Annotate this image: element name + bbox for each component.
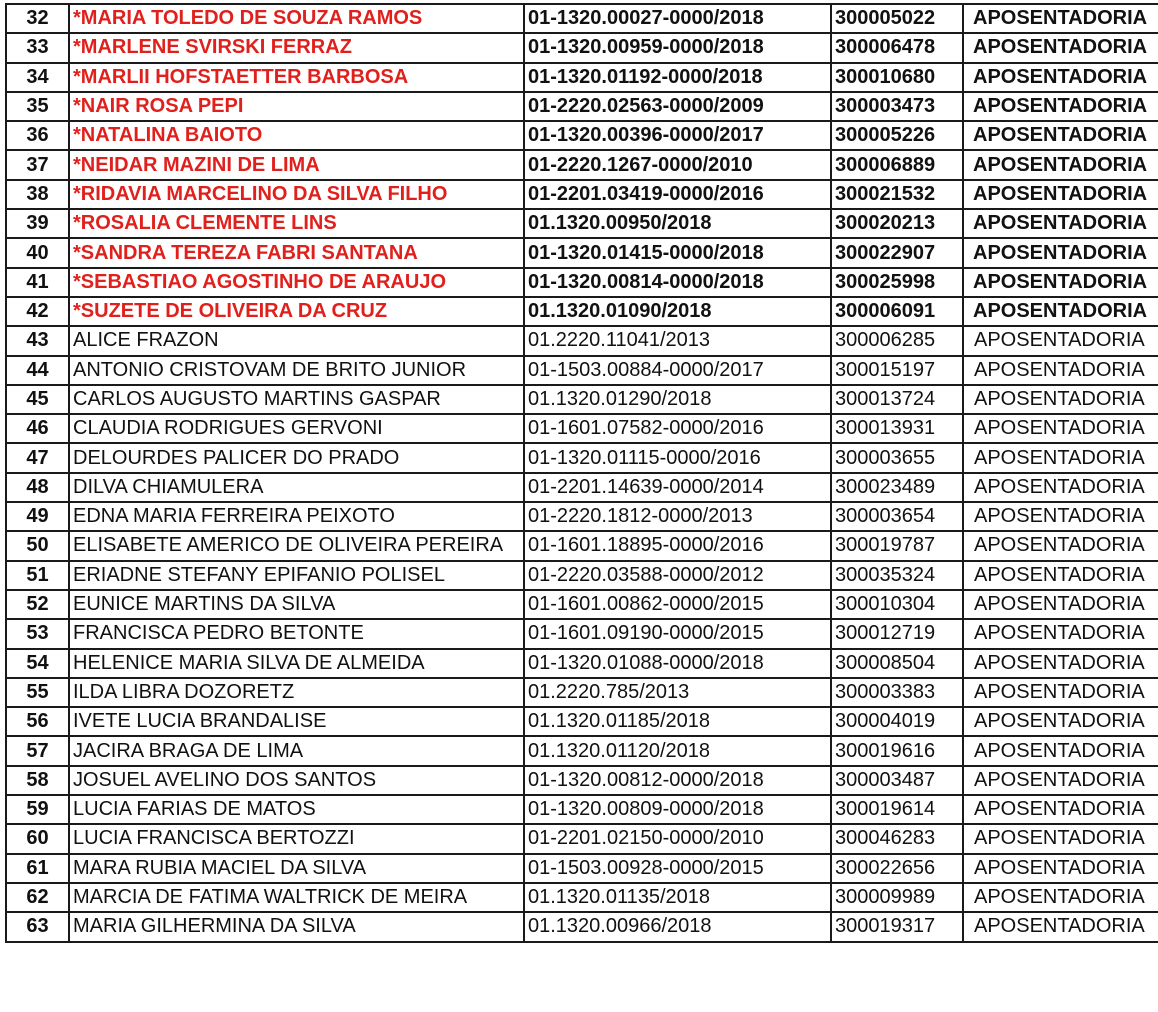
- person-name: *NAIR ROSA PEPI: [69, 92, 524, 121]
- process-number: 01-1320.00027-0000/2018: [524, 4, 831, 33]
- process-number: 01-2220.1267-0000/2010: [524, 150, 831, 179]
- registration-number: 300003487: [831, 766, 963, 795]
- record-type: APOSENTADORIA: [963, 209, 1158, 238]
- process-number: 01.1320.00966/2018: [524, 912, 831, 941]
- registration-number: 300006285: [831, 326, 963, 355]
- record-type: APOSENTADORIA: [963, 4, 1158, 33]
- registration-number: 300015197: [831, 356, 963, 385]
- table-row: [6, 678, 1158, 707]
- table-row: [6, 766, 1158, 795]
- registration-number: 300023489: [831, 473, 963, 502]
- process-number: 01-1320.01088-0000/2018: [524, 649, 831, 678]
- process-number: 01-1503.00928-0000/2015: [524, 854, 831, 883]
- row-number: 48: [6, 473, 69, 502]
- row-number: 56: [6, 707, 69, 736]
- process-number: 01.1320.01135/2018: [524, 883, 831, 912]
- registration-number: 300006889: [831, 150, 963, 179]
- person-name: ELISABETE AMERICO DE OLIVEIRA PEREIRA: [69, 531, 524, 560]
- table-row: [6, 63, 1158, 92]
- row-number: 38: [6, 180, 69, 209]
- person-name: *SUZETE DE OLIVEIRA DA CRUZ: [69, 297, 524, 326]
- table-row: [6, 326, 1158, 355]
- registration-number: 300005022: [831, 4, 963, 33]
- row-number: 60: [6, 824, 69, 853]
- row-number: 62: [6, 883, 69, 912]
- record-type: APOSENTADORIA: [963, 883, 1158, 912]
- person-name: MARCIA DE FATIMA WALTRICK DE MEIRA: [69, 883, 524, 912]
- table-row: [6, 649, 1158, 678]
- row-number: 63: [6, 912, 69, 941]
- process-number: 01-1320.00396-0000/2017: [524, 121, 831, 150]
- row-number: 44: [6, 356, 69, 385]
- row-number: 59: [6, 795, 69, 824]
- table-row: [6, 590, 1158, 619]
- record-type: APOSENTADORIA: [963, 854, 1158, 883]
- table-row: [6, 531, 1158, 560]
- registration-number: 300003655: [831, 443, 963, 472]
- row-number: 51: [6, 561, 69, 590]
- record-type: APOSENTADORIA: [963, 502, 1158, 531]
- process-number: 01.1320.01090/2018: [524, 297, 831, 326]
- record-type: APOSENTADORIA: [963, 238, 1158, 267]
- process-number: 01-2201.14639-0000/2014: [524, 473, 831, 502]
- record-type: APOSENTADORIA: [963, 824, 1158, 853]
- person-name: DELOURDES PALICER DO PRADO: [69, 443, 524, 472]
- row-number: 36: [6, 121, 69, 150]
- row-number: 58: [6, 766, 69, 795]
- registration-number: 300012719: [831, 619, 963, 648]
- row-number: 33: [6, 33, 69, 62]
- records-table-body: [6, 4, 1158, 942]
- row-number: 49: [6, 502, 69, 531]
- row-number: 42: [6, 297, 69, 326]
- record-type: APOSENTADORIA: [963, 414, 1158, 443]
- person-name: FRANCISCA PEDRO BETONTE: [69, 619, 524, 648]
- person-name: HELENICE MARIA SILVA DE ALMEIDA: [69, 649, 524, 678]
- table-row: [6, 209, 1158, 238]
- person-name: JOSUEL AVELINO DOS SANTOS: [69, 766, 524, 795]
- table-row: [6, 854, 1158, 883]
- person-name: *RIDAVIA MARCELINO DA SILVA FILHO: [69, 180, 524, 209]
- record-type: APOSENTADORIA: [963, 531, 1158, 560]
- person-name: *MARIA TOLEDO DE SOUZA RAMOS: [69, 4, 524, 33]
- table-row: [6, 795, 1158, 824]
- registration-number: 300006478: [831, 33, 963, 62]
- record-type: APOSENTADORIA: [963, 63, 1158, 92]
- table-row: [6, 707, 1158, 736]
- registration-number: 300005226: [831, 121, 963, 150]
- process-number: 01-2201.03419-0000/2016: [524, 180, 831, 209]
- table-row: [6, 912, 1158, 941]
- person-name: EUNICE MARTINS DA SILVA: [69, 590, 524, 619]
- process-number: 01-1320.00959-0000/2018: [524, 33, 831, 62]
- table-row: [6, 385, 1158, 414]
- row-number: 57: [6, 736, 69, 765]
- record-type: APOSENTADORIA: [963, 385, 1158, 414]
- registration-number: 300021532: [831, 180, 963, 209]
- record-type: APOSENTADORIA: [963, 326, 1158, 355]
- registration-number: 300025998: [831, 268, 963, 297]
- person-name: JACIRA BRAGA DE LIMA: [69, 736, 524, 765]
- person-name: ALICE FRAZON: [69, 326, 524, 355]
- table-row: [6, 356, 1158, 385]
- row-number: 37: [6, 150, 69, 179]
- process-number: 01-1601.07582-0000/2016: [524, 414, 831, 443]
- row-number: 52: [6, 590, 69, 619]
- process-number: 01-1320.01115-0000/2016: [524, 443, 831, 472]
- registration-number: 300013724: [831, 385, 963, 414]
- table-row: [6, 4, 1158, 33]
- person-name: ILDA LIBRA DOZORETZ: [69, 678, 524, 707]
- registration-number: 300022907: [831, 238, 963, 267]
- table-row: [6, 824, 1158, 853]
- process-number: 01-1503.00884-0000/2017: [524, 356, 831, 385]
- row-number: 35: [6, 92, 69, 121]
- record-type: APOSENTADORIA: [963, 766, 1158, 795]
- table-row: [6, 502, 1158, 531]
- records-table: [5, 3, 1158, 943]
- process-number: 01.2220.11041/2013: [524, 326, 831, 355]
- record-type: APOSENTADORIA: [963, 473, 1158, 502]
- person-name: ERIADNE STEFANY EPIFANIO POLISEL: [69, 561, 524, 590]
- person-name: *SANDRA TEREZA FABRI SANTANA: [69, 238, 524, 267]
- person-name: EDNA MARIA FERREIRA PEIXOTO: [69, 502, 524, 531]
- record-type: APOSENTADORIA: [963, 92, 1158, 121]
- row-number: 54: [6, 649, 69, 678]
- row-number: 47: [6, 443, 69, 472]
- record-type: APOSENTADORIA: [963, 590, 1158, 619]
- record-type: APOSENTADORIA: [963, 707, 1158, 736]
- registration-number: 300019787: [831, 531, 963, 560]
- person-name: IVETE LUCIA BRANDALISE: [69, 707, 524, 736]
- record-type: APOSENTADORIA: [963, 795, 1158, 824]
- table-row: [6, 268, 1158, 297]
- row-number: 61: [6, 854, 69, 883]
- process-number: 01-1601.09190-0000/2015: [524, 619, 831, 648]
- process-number: 01.2220.785/2013: [524, 678, 831, 707]
- process-number: 01-1320.00812-0000/2018: [524, 766, 831, 795]
- process-number: 01-2220.02563-0000/2009: [524, 92, 831, 121]
- process-number: 01-2220.03588-0000/2012: [524, 561, 831, 590]
- table-row: [6, 238, 1158, 267]
- person-name: CARLOS AUGUSTO MARTINS GASPAR: [69, 385, 524, 414]
- registration-number: 300019317: [831, 912, 963, 941]
- person-name: DILVA CHIAMULERA: [69, 473, 524, 502]
- registration-number: 300010304: [831, 590, 963, 619]
- process-number: 01.1320.00950/2018: [524, 209, 831, 238]
- table-row: [6, 180, 1158, 209]
- table-row: [6, 883, 1158, 912]
- process-number: 01.1320.01290/2018: [524, 385, 831, 414]
- row-number: 53: [6, 619, 69, 648]
- registration-number: 300010680: [831, 63, 963, 92]
- registration-number: 300003473: [831, 92, 963, 121]
- record-type: APOSENTADORIA: [963, 121, 1158, 150]
- record-type: APOSENTADORIA: [963, 678, 1158, 707]
- table-row: [6, 150, 1158, 179]
- table-row: [6, 92, 1158, 121]
- row-number: 41: [6, 268, 69, 297]
- process-number: 01-1320.01192-0000/2018: [524, 63, 831, 92]
- process-number: 01.1320.01120/2018: [524, 736, 831, 765]
- record-type: APOSENTADORIA: [963, 912, 1158, 941]
- registration-number: 300013931: [831, 414, 963, 443]
- table-row: [6, 121, 1158, 150]
- record-type: APOSENTADORIA: [963, 33, 1158, 62]
- record-type: APOSENTADORIA: [963, 297, 1158, 326]
- person-name: LUCIA FRANCISCA BERTOZZI: [69, 824, 524, 853]
- person-name: *NATALINA BAIOTO: [69, 121, 524, 150]
- person-name: *SEBASTIAO AGOSTINHO DE ARAUJO: [69, 268, 524, 297]
- person-name: *ROSALIA CLEMENTE LINS: [69, 209, 524, 238]
- registration-number: 300019614: [831, 795, 963, 824]
- table-row: [6, 297, 1158, 326]
- record-type: APOSENTADORIA: [963, 736, 1158, 765]
- record-type: APOSENTADORIA: [963, 150, 1158, 179]
- row-number: 40: [6, 238, 69, 267]
- row-number: 43: [6, 326, 69, 355]
- process-number: 01-1320.01415-0000/2018: [524, 238, 831, 267]
- table-row: [6, 619, 1158, 648]
- registration-number: 300022656: [831, 854, 963, 883]
- registration-number: 300019616: [831, 736, 963, 765]
- record-type: APOSENTADORIA: [963, 619, 1158, 648]
- registration-number: 300003383: [831, 678, 963, 707]
- record-type: APOSENTADORIA: [963, 356, 1158, 385]
- registration-number: 300008504: [831, 649, 963, 678]
- person-name: *NEIDAR MAZINI DE LIMA: [69, 150, 524, 179]
- record-type: APOSENTADORIA: [963, 649, 1158, 678]
- row-number: 50: [6, 531, 69, 560]
- process-number: 01-1320.00814-0000/2018: [524, 268, 831, 297]
- process-number: 01-2220.1812-0000/2013: [524, 502, 831, 531]
- process-number: 01-1601.18895-0000/2016: [524, 531, 831, 560]
- process-number: 01-2201.02150-0000/2010: [524, 824, 831, 853]
- person-name: MARIA GILHERMINA DA SILVA: [69, 912, 524, 941]
- person-name: LUCIA FARIAS DE MATOS: [69, 795, 524, 824]
- person-name: *MARLII HOFSTAETTER BARBOSA: [69, 63, 524, 92]
- process-number: 01-1320.00809-0000/2018: [524, 795, 831, 824]
- person-name: MARA RUBIA MACIEL DA SILVA: [69, 854, 524, 883]
- table-row: [6, 414, 1158, 443]
- person-name: CLAUDIA RODRIGUES GERVONI: [69, 414, 524, 443]
- table-row: [6, 443, 1158, 472]
- row-number: 34: [6, 63, 69, 92]
- table-row: [6, 33, 1158, 62]
- registration-number: 300009989: [831, 883, 963, 912]
- row-number: 32: [6, 4, 69, 33]
- registration-number: 300035324: [831, 561, 963, 590]
- registration-number: 300046283: [831, 824, 963, 853]
- registration-number: 300006091: [831, 297, 963, 326]
- record-type: APOSENTADORIA: [963, 180, 1158, 209]
- record-type: APOSENTADORIA: [963, 443, 1158, 472]
- row-number: 46: [6, 414, 69, 443]
- registration-number: 300003654: [831, 502, 963, 531]
- table-row: [6, 561, 1158, 590]
- person-name: *MARLENE SVIRSKI FERRAZ: [69, 33, 524, 62]
- process-number: 01-1601.00862-0000/2015: [524, 590, 831, 619]
- person-name: ANTONIO CRISTOVAM DE BRITO JUNIOR: [69, 356, 524, 385]
- process-number: 01.1320.01185/2018: [524, 707, 831, 736]
- table-row: [6, 736, 1158, 765]
- table-row: [6, 473, 1158, 502]
- row-number: 55: [6, 678, 69, 707]
- row-number: 45: [6, 385, 69, 414]
- registration-number: 300004019: [831, 707, 963, 736]
- registration-number: 300020213: [831, 209, 963, 238]
- row-number: 39: [6, 209, 69, 238]
- record-type: APOSENTADORIA: [963, 561, 1158, 590]
- record-type: APOSENTADORIA: [963, 268, 1158, 297]
